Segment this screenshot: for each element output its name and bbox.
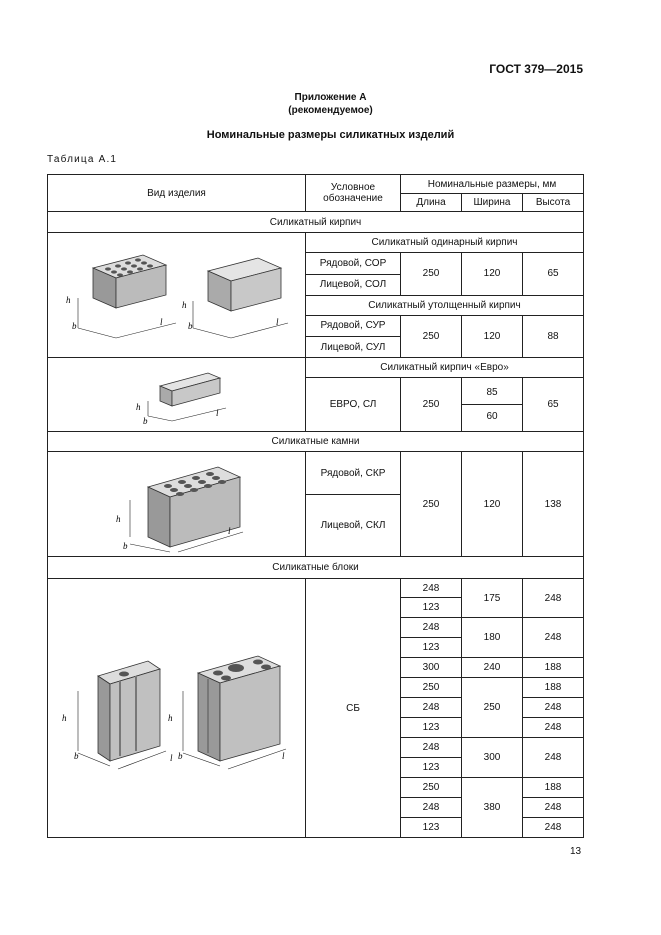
main-title: Номинальные размеры силикатных изделий — [206, 129, 455, 141]
block2-h-label: h — [168, 712, 173, 723]
block-height: 248 — [523, 718, 584, 738]
euro-brick-illustration — [48, 358, 306, 432]
block-length: 250 — [401, 778, 462, 798]
block-illustration — [48, 579, 306, 838]
stone-l-label: l — [228, 526, 231, 536]
block-length: 123 — [401, 638, 462, 658]
dim-h-label: h — [66, 295, 71, 305]
euro-l-label: l — [216, 408, 219, 418]
block-height: 248 — [523, 798, 584, 818]
header-nominal: Номинальные размеры, мм — [401, 175, 584, 194]
block-length: 248 — [401, 738, 462, 758]
section-brick: Силикатный кирпич — [48, 212, 584, 233]
stone-drawing-icon — [48, 452, 306, 556]
subsection-euro: Силикатный кирпич «Евро» — [306, 358, 584, 378]
stone-b-label: b — [123, 541, 128, 551]
thick-row-1: Рядовой, СУР — [306, 315, 401, 337]
table-label: Таблица А.1 — [47, 154, 118, 165]
block-b-label: b — [74, 750, 79, 761]
block2-b-label: b — [178, 750, 183, 761]
section-blocks: Силикатные блоки — [48, 557, 584, 579]
block-width: 300 — [462, 738, 523, 778]
single-row-1: Рядовой, СОР — [306, 253, 401, 275]
block-length: 248 — [401, 698, 462, 718]
stone-row-1: Рядовой, СКР — [306, 452, 401, 495]
brick-illustration — [48, 233, 306, 358]
block-height: 188 — [523, 678, 584, 698]
block-width: 250 — [462, 678, 523, 738]
block-h-label: h — [62, 712, 67, 723]
header-designation: Условное обозначение — [306, 175, 401, 212]
block-length: 248 — [401, 618, 462, 638]
stone-width: 120 — [462, 452, 523, 557]
stone-length: 250 — [401, 452, 462, 557]
block-length: 248 — [401, 579, 462, 598]
block-height: 248 — [523, 698, 584, 718]
block-length: 123 — [401, 818, 462, 838]
euro-width-b: 60 — [486, 411, 498, 423]
stone-h-label: h — [116, 514, 121, 524]
header-width: Ширина — [462, 194, 523, 212]
dim-l-label: l — [160, 317, 163, 327]
appendix-subtitle: (рекомендуемое) — [288, 105, 373, 116]
euro-width-a: 85 — [486, 387, 498, 399]
block-width: 380 — [462, 778, 523, 838]
block-length: 123 — [401, 758, 462, 778]
dim-l-label-2: l — [276, 317, 279, 327]
thick-length: 250 — [401, 315, 462, 358]
subsection-single: Силикатный одинарный кирпич — [306, 233, 584, 253]
block-height: 248 — [523, 818, 584, 838]
block-width: 180 — [462, 618, 523, 658]
page-number: 13 — [570, 846, 582, 857]
subsection-thick: Силикатный утолщенный кирпич — [306, 295, 584, 315]
euro-brick-drawing-icon — [48, 358, 306, 431]
block-length: 248 — [401, 798, 462, 818]
dim-b-label: b — [72, 321, 77, 331]
stone-height: 138 — [523, 452, 584, 557]
euro-code: ЕВРО, СЛ — [306, 378, 401, 432]
header-length: Длина — [401, 194, 462, 212]
block-length: 123 — [401, 598, 462, 618]
block-width: 240 — [462, 658, 523, 678]
block-height: 248 — [523, 618, 584, 658]
block2-l-label: l — [282, 750, 285, 761]
document-code: ГОСТ 379—2015 — [489, 62, 583, 76]
thick-row-2: Лицевой, СУЛ — [306, 337, 401, 358]
single-width: 120 — [462, 253, 523, 296]
block-l-label: l — [170, 752, 173, 763]
euro-height: 65 — [523, 378, 584, 432]
dim-h-label-2: h — [182, 300, 187, 310]
block-length: 300 — [401, 658, 462, 678]
block-width: 175 — [462, 579, 523, 618]
section-stones: Силикатные камни — [48, 432, 584, 452]
header-product: Вид изделия — [48, 175, 306, 212]
header-height: Высота — [523, 194, 584, 212]
block-drawing-icon — [48, 581, 306, 836]
block-length: 250 — [401, 678, 462, 698]
dimensions-table — [47, 174, 584, 838]
dim-b-label-2: b — [188, 321, 193, 331]
block-height: 188 — [523, 778, 584, 798]
thick-height: 88 — [523, 315, 584, 358]
single-height: 65 — [523, 253, 584, 296]
single-length: 250 — [401, 253, 462, 296]
euro-b-label: b — [143, 416, 148, 426]
stone-row-2: Лицевой, СКЛ — [306, 495, 401, 557]
block-code: СБ — [306, 579, 401, 838]
block-length: 123 — [401, 718, 462, 738]
euro-length: 250 — [401, 378, 462, 432]
appendix-title: Приложение А — [294, 92, 367, 103]
single-row-2: Лицевой, СОЛ — [306, 274, 401, 295]
thick-width: 120 — [462, 315, 523, 358]
stone-illustration — [48, 452, 306, 557]
euro-h-label: h — [136, 402, 141, 412]
block-height: 188 — [523, 658, 584, 678]
brick-drawing-icon — [48, 233, 306, 357]
block-height: 248 — [523, 579, 584, 618]
euro-width — [462, 378, 523, 432]
block-height: 248 — [523, 738, 584, 778]
